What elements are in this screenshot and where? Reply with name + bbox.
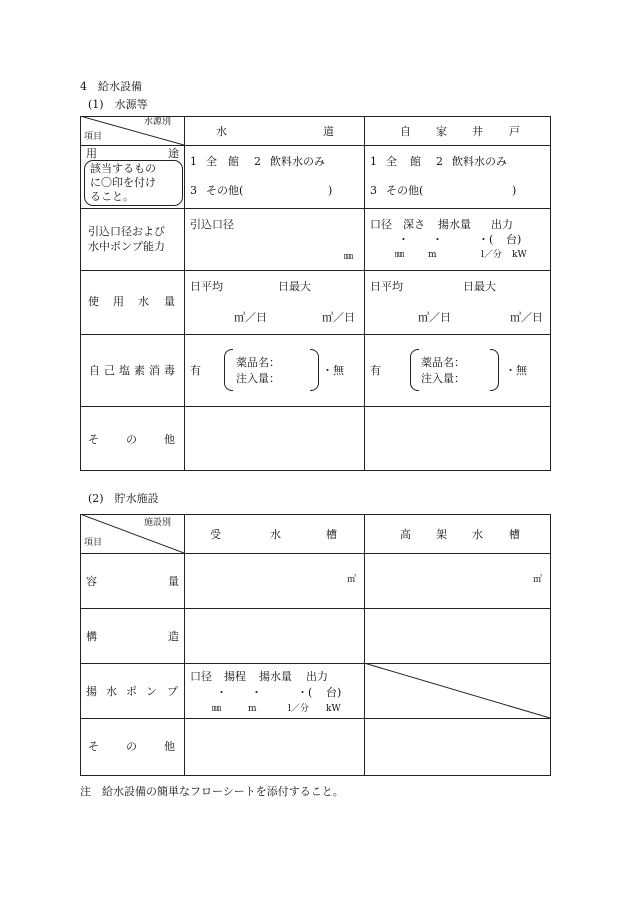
amount-well-unit-avg: ㎥／日 (418, 311, 451, 324)
subsection-title-water-source: (1) 水源等 (88, 98, 148, 111)
t2-other-label-3: 他 (164, 740, 175, 753)
col-header-receive-2: 水 (270, 528, 281, 541)
t1-corner-bottom: 項目 (84, 132, 103, 142)
well-usage-opt2-text: 飲料水のみ (452, 155, 507, 168)
pump-u4: kW (326, 704, 341, 714)
intake-well-d4: 台) (506, 233, 522, 246)
other-label-2: の (126, 433, 137, 446)
t2-other-label-1: そ (88, 740, 99, 753)
intake-well-h1: 口径 (370, 218, 392, 231)
amount-well-avg: 日平均 (370, 280, 403, 293)
chlorine-well-yes: 有 (370, 364, 381, 377)
chlorine-well-no: ・無 (505, 364, 527, 377)
pump-h1: 口径 (190, 670, 212, 683)
intake-well-u3: l／分 (481, 250, 502, 260)
pump-u2: m (248, 704, 257, 714)
structure-label-2: 造 (168, 630, 179, 643)
usage-opt2-num: 2 (254, 155, 261, 168)
chlorine-well-bracket-right (490, 349, 499, 391)
t1-corner-top: 水源別 (144, 117, 172, 127)
intake-label-line1: 引込口径および (88, 225, 165, 238)
amount-water-unit-avg: ㎥／日 (234, 311, 267, 324)
well-usage-opt2-num: 2 (436, 155, 443, 168)
intake-well-h4: 出力 (491, 218, 513, 231)
chlorine-water-no: ・無 (322, 364, 344, 377)
chlorine-water-yes: 有 (190, 364, 201, 377)
pump-label-2: 水 (106, 685, 117, 698)
col-header-well-2: 家 (436, 125, 447, 138)
pump-h3: 揚水量 (259, 670, 292, 683)
usage-note-line2: に〇印を付け (90, 176, 156, 189)
t2-other-label-2: の (126, 740, 137, 753)
pump-h2: 揚程 (224, 670, 246, 683)
col-header-well-4: 戸 (509, 125, 520, 138)
capacity-label-2: 量 (168, 575, 179, 588)
col-header-receive-1: 受 (210, 528, 221, 541)
intake-well-h2: 深さ (403, 218, 425, 231)
t2-corner-bottom: 項目 (84, 538, 103, 548)
pump-d3: ・( (297, 686, 313, 699)
col-header-elevated-4: 槽 (509, 528, 520, 541)
intake-well-h3: 揚水量 (438, 218, 471, 231)
intake-well-u1: ㎜ (395, 250, 405, 260)
well-usage-opt1-num: 1 (370, 155, 377, 168)
usage-label-1: 用 (86, 147, 97, 160)
col-header-elevated-3: 水 (472, 528, 483, 541)
usage-opt1-a: 全 (206, 155, 217, 168)
other-label-1: そ (88, 433, 99, 446)
usage-opt1-b: 館 (228, 155, 239, 168)
capacity-label-1: 容 (86, 575, 97, 588)
col-header-well-1: 自 (400, 125, 411, 138)
footer-note: 注 給水設備の簡単なフローシートを添付すること。 (80, 785, 344, 798)
amount-label-1: 使 (88, 295, 99, 308)
amount-water-avg: 日平均 (190, 280, 223, 293)
col-header-receive-3: 槽 (326, 528, 337, 541)
chlorine-well-bracket-left (410, 349, 419, 391)
subsection-title-storage: (2) 貯水施設 (88, 492, 159, 505)
amount-water-max: 日最大 (278, 280, 311, 293)
chlorine-water-inject: 注入量： (236, 372, 280, 385)
intake-well-d2: ・ (432, 233, 443, 246)
intake-well-d3: ・( (478, 233, 494, 246)
pump-h4: 出力 (306, 670, 328, 683)
usage-opt3-text: その他( (206, 184, 244, 197)
col-header-elevated-1: 高 (400, 528, 411, 541)
intake-well-d1: ・ (398, 233, 409, 246)
pump-u3: l／分 (288, 704, 309, 714)
pump-label-5: プ (167, 685, 178, 698)
pump-d1: ・ (216, 686, 227, 699)
col-header-water-1: 水 (216, 125, 227, 138)
well-usage-opt3-close: ) (512, 184, 517, 197)
well-usage-opt1-b: 館 (410, 155, 421, 168)
well-usage-opt1-a: 全 (386, 155, 397, 168)
intake-water-text: 引込口径 (190, 218, 234, 231)
pump-d2: ・ (251, 686, 262, 699)
capacity-receive-unit: ㎥ (347, 575, 357, 585)
pump-d4: 台) (326, 686, 342, 699)
well-usage-opt3-num: 3 (370, 184, 377, 197)
intake-well-u4: kW (512, 250, 527, 260)
intake-water-unit: ㎜ (344, 252, 354, 262)
chlorine-label: 自己塩素消毒 (89, 364, 179, 377)
usage-note-line3: ること。 (90, 190, 134, 203)
pump-u1: ㎜ (212, 704, 222, 714)
capacity-elevated-unit: ㎥ (533, 575, 543, 585)
chlorine-well-drug: 薬品名： (421, 356, 465, 369)
amount-label-2: 用 (113, 295, 124, 308)
chlorine-water-drug: 薬品名： (236, 356, 280, 369)
pump-label-3: ポ (126, 685, 137, 698)
usage-opt1-num: 1 (190, 155, 197, 168)
usage-opt2-text: 飲料水のみ (270, 155, 325, 168)
well-usage-opt3-text: その他( (386, 184, 424, 197)
pump-label-4: ン (146, 685, 157, 698)
section-title: 4 給水設備 (80, 80, 142, 93)
col-header-well-3: 井 (472, 125, 483, 138)
elevated-pump-diagonal (364, 663, 550, 718)
other-label-3: 他 (164, 433, 175, 446)
t2-corner-top: 施設別 (144, 518, 172, 528)
chlorine-water-bracket-right (310, 349, 319, 391)
chlorine-water-bracket-left (224, 349, 233, 391)
usage-label-2: 途 (168, 147, 179, 160)
chlorine-well-inject: 注入量： (421, 372, 465, 385)
amount-water-unit-max: ㎥／日 (322, 311, 355, 324)
usage-note-line1: 該当するもの (90, 162, 156, 175)
intake-well-u2: m (428, 250, 437, 260)
intake-label-line2: 水中ポンプ能力 (88, 240, 165, 253)
amount-well-max: 日最大 (463, 280, 496, 293)
col-header-water-2: 道 (323, 125, 334, 138)
col-header-elevated-2: 架 (436, 528, 447, 541)
usage-opt3-num: 3 (190, 184, 197, 197)
amount-label-3: 水 (138, 295, 149, 308)
pump-label-1: 揚 (86, 685, 97, 698)
usage-opt3-close: ) (328, 184, 333, 197)
structure-label-1: 構 (86, 630, 97, 643)
amount-label-4: 量 (164, 295, 175, 308)
amount-well-unit-max: ㎥／日 (510, 311, 543, 324)
